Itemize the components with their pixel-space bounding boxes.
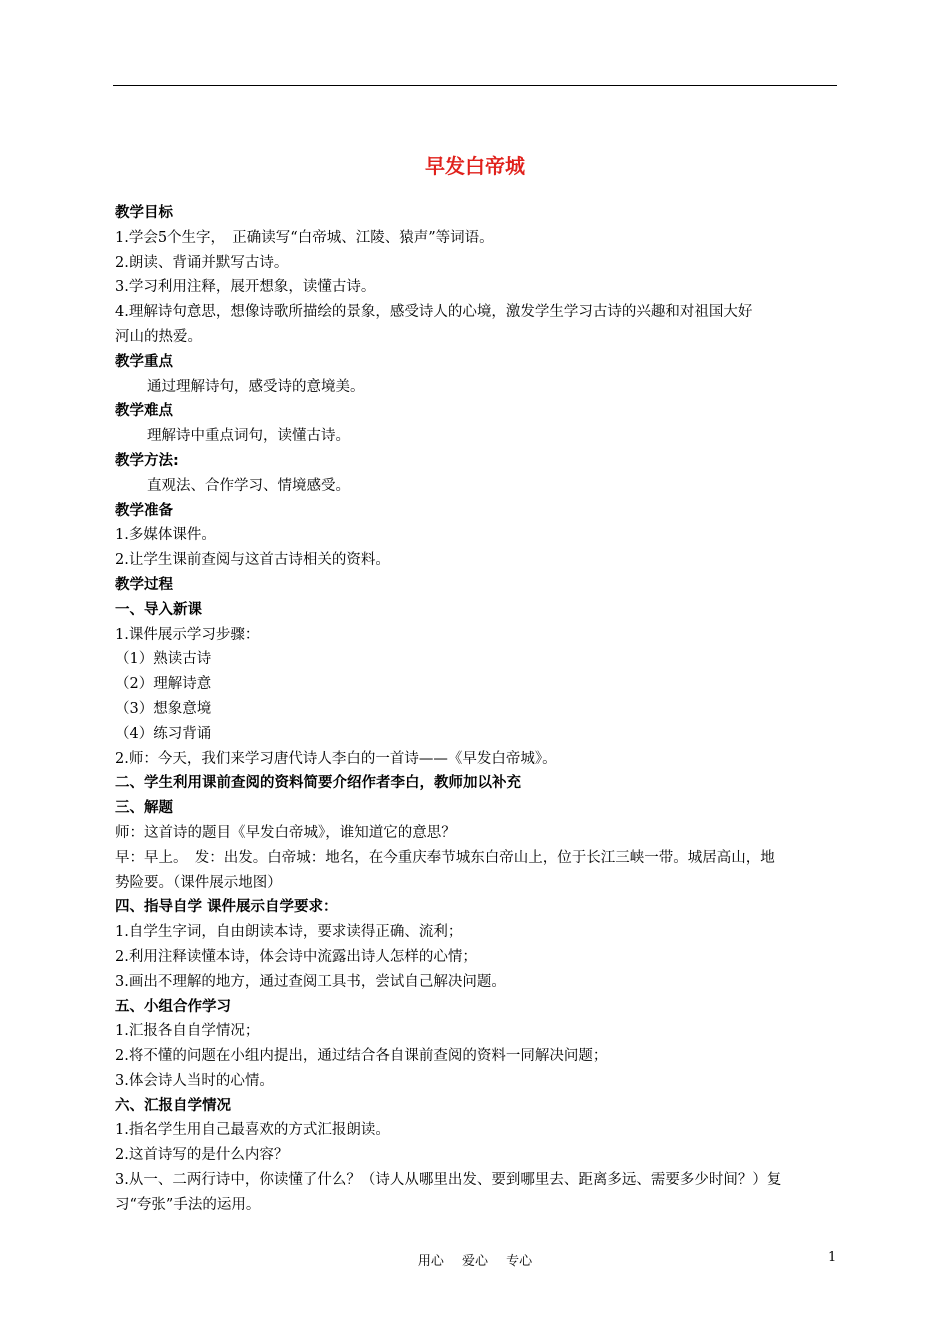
section-heading: 四、指导自学 课件展示自学要求：: [115, 899, 338, 916]
body-line: 2.让学生课前查阅与这首古诗相关的资料。: [115, 552, 390, 569]
section-heading: 三、解题: [115, 800, 173, 817]
body-line: 3.画出不理解的地方，通过查阅工具书，尝试自己解决问题。: [115, 973, 506, 990]
section-heading: 一、导入新课: [115, 601, 202, 618]
section-heading: 六、汇报自学情况: [115, 1097, 231, 1114]
body-line: （4）练习背诵: [115, 725, 212, 742]
body-line: 早：早上。 发：出发。白帝城：地名，在今重庆奉节城东白帝山上，位于长江三峡一带。城居高山，地: [115, 849, 775, 866]
body-line: 1.指名学生用自己最喜欢的方式汇报朗读。: [115, 1122, 390, 1139]
body-line: 1.课件展示学习步骤：: [115, 626, 260, 643]
page-number: 1: [828, 1250, 837, 1265]
section-heading: 教学过程: [115, 576, 173, 593]
body-line: 势险要。（课件展示地图）: [115, 874, 282, 891]
body-line: 2.这首诗写的是什么内容？: [115, 1147, 289, 1164]
body-line: 3.从一、二两行诗中，你读懂了什么？（诗人从哪里出发、要到哪里去、距离多远、需要多少时间？）复: [115, 1172, 782, 1189]
document-body: [115, 201, 837, 1218]
body-line: 1.学会5个生字， 正确读写“白帝城、江陵、猿声”等词语。: [115, 229, 494, 246]
body-line: 河山的热爱。: [115, 328, 202, 345]
document-title: 早发白帝城: [425, 154, 525, 178]
header-rule: [113, 85, 837, 86]
page-footer: 用心 爱心 专心: [417, 1254, 533, 1269]
body-line: 师：这首诗的题目《早发白帝城》，谁知道它的意思？: [115, 824, 456, 841]
body-line: 习“夸张”手法的运用。: [115, 1196, 261, 1213]
section-heading: 五、小组合作学习: [115, 998, 231, 1015]
section-heading: 教学目标: [115, 205, 173, 221]
body-line: 1.汇报各自自学情况；: [115, 1023, 260, 1040]
section-heading: 二、学生利用课前查阅的资料简要介绍作者李白，教师加以补充: [115, 775, 521, 792]
body-line: 3.体会诗人当时的心情。: [115, 1072, 274, 1089]
section-heading: 教学方法:: [115, 452, 179, 469]
body-line: 4.理解诗句意思，想像诗歌所描绘的景象，感受诗人的心境，激发学生学习古诗的兴趣和对祖国大好: [115, 304, 753, 321]
body-line: 直观法、合作学习、情境感受。: [147, 477, 350, 494]
body-line: 2.师：今天，我们来学习唐代诗人李白的一首诗——《早发白帝城》。: [115, 750, 557, 767]
body-line: （3）想象意境: [115, 700, 212, 717]
body-line: 1.自学生字词，自由朗读本诗，要求读得正确、流利；: [115, 924, 463, 941]
body-line: 1.多媒体课件。: [115, 527, 216, 544]
section-heading: 教学重点: [115, 353, 173, 370]
body-line: 2.将不懂的问题在小组内提出，通过结合各自课前查阅的资料一同解决问题；: [115, 1048, 608, 1065]
body-line: 2.朗读、背诵并默写古诗。: [115, 254, 289, 271]
body-line: 3.学习利用注释，展开想象，读懂古诗。: [115, 279, 376, 296]
section-heading: 教学难点: [115, 403, 173, 420]
body-line: 理解诗中重点词句，读懂古诗。: [147, 428, 350, 445]
body-line: （1）熟读古诗: [115, 651, 212, 668]
body-line: （2）理解诗意: [115, 676, 212, 693]
section-heading: 教学准备: [115, 502, 173, 519]
body-line: 通过理解诗句，感受诗的意境美。: [147, 378, 365, 395]
body-line: 2.利用注释读懂本诗，体会诗中流露出诗人怎样的心情；: [115, 948, 477, 965]
